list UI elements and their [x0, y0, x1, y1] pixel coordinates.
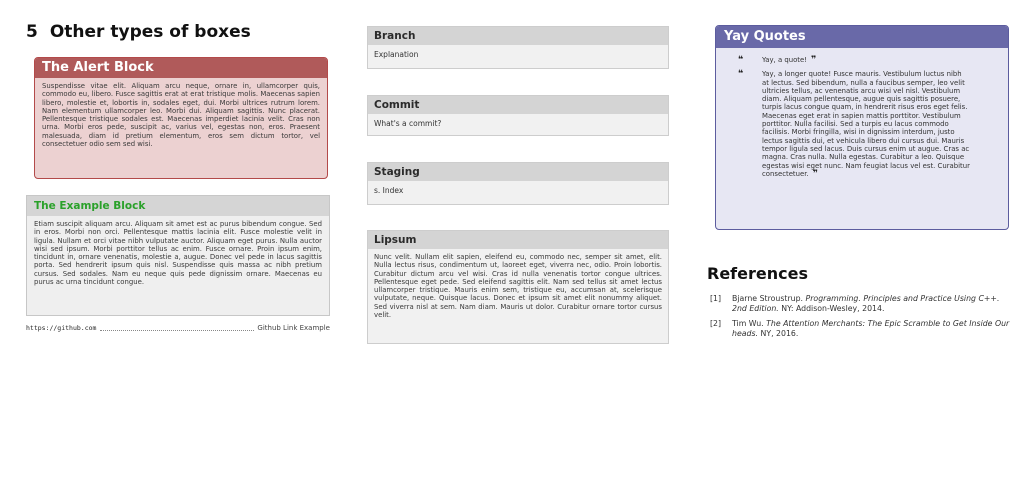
reference-author: Bjarne Stroustrup. — [732, 294, 804, 303]
staging-box — [367, 162, 669, 205]
commit-box — [367, 95, 669, 136]
alert-block-text: Suspendisse vitae elit. Aliquam arcu neque, ornare in, ullamcorper quis, commodo eu, libero. Fusce sagittis erat at erat tristique molis. Maecenas sapien libero, molestie et, lobortis in, sodales eget, dui. Morbi ultrices rutrum lorem. Nam elementum ullamcorper leo. Morbi dui. Aliquam sagittis. Nunc placerat. Pellentesque tristique sodales est. Maecenas imperdiet lacinia velit. Cras non urna. Morbi eros pede, suscipit ac, varius vel, egestas non, eros. Praesent malesuada, diam id pretium elementum, eros sem dictum tortor, vel consectetuer odio sem sed wisi. — [42, 82, 320, 149]
github-url[interactable]: https://github.com — [26, 324, 97, 332]
github-link-label: Github Link Example — [257, 324, 330, 332]
staging-box-body: s. Index — [374, 186, 404, 195]
references-heading: References — [707, 264, 808, 283]
section-number: 5 — [26, 22, 38, 42]
example-block-title: The Example Block — [27, 196, 329, 216]
close-quote-icon: ❞ — [811, 55, 817, 65]
section-heading — [26, 22, 251, 42]
reference-list — [707, 294, 1011, 344]
reference-item — [707, 319, 1011, 339]
branch-box-body: Explanation — [374, 50, 419, 59]
example-block-text: Etiam suscipit aliquam arcu. Aliquam sit amet est ac purus bibendum congue. Sed in eros. Morbi non orci. Pellentesque mattis lacinia elit. Fusce molestie velit in ligula. Nullam et orci vitae nibh vulputate auctor. Aliquam eget purus. Nulla auctor wisi sed ipsum. Morbi porttitor tellus ac enim. Fusce ornare. Proin ipsum enim, tincidunt in, ornare venenatis, molestie a, augue. Donec vel pede in lacus sagittis porta. Sed hendrerit ipsum quis nisl. Suspendisse quis massa ac nibh pretium cursus. Sed sodales. Nam eu neque quis pede dignissim ornare. Maecenas eu purus ac urna tincidunt congue. — [34, 220, 322, 287]
quote-block — [715, 25, 1009, 230]
open-quote-icon: ❝ — [738, 69, 744, 80]
reference-work: Programming. Principles and Practice Using C++. 2nd Edition. — [732, 294, 1000, 313]
quote-item — [716, 70, 1008, 178]
alert-block-title: The Alert Block — [35, 58, 327, 78]
reference-item — [707, 294, 1011, 314]
branch-box-title: Branch — [368, 27, 668, 45]
lipsum-box — [367, 230, 669, 344]
lipsum-box-title: Lipsum — [368, 231, 668, 249]
leader-dots — [100, 325, 254, 331]
github-link-line[interactable] — [26, 322, 330, 334]
reference-publisher: NY, 2016. — [760, 329, 799, 338]
commit-box-title: Commit — [368, 96, 668, 114]
staging-box-title: Staging — [368, 163, 668, 181]
quote-block-title: Yay Quotes — [716, 26, 1008, 48]
reference-number: [2] — [710, 319, 722, 328]
open-quote-icon: ❝ — [738, 55, 744, 65]
quote-text: Yay, a quote! — [762, 56, 808, 64]
alert-block — [34, 57, 328, 179]
lipsum-box-text: Nunc velit. Nullam elit sapien, eleifend eu, commodo nec, semper sit amet, elit. Nulla lectus risus, condimentum ut, laoreet eget, viverra nec, odio. Proin lobortis. Curabitur dictum arcu vel wisi. Cras id nulla venenatis tortor congue ultrices. Pellentesque eget pede. Sed eleifend sagittis elit. Nam sed tellus sit amet lectus ullamcorper tristique. Mauris enim sem, tristique eu, accumsan at, scelerisque vulputate, neque. Quisque lacus. Donec et ipsum sit amet elit nonummy aliquet. Sed viverra nisl at sem. Nam diam. Mauris ut dolor. Curabitur ornare tortor cursus velit. — [374, 253, 662, 320]
example-block — [26, 195, 330, 316]
section-title: Other types of boxes — [49, 22, 251, 42]
reference-number: [1] — [710, 294, 722, 303]
quote-item — [716, 56, 1008, 64]
commit-box-body: What's a commit? — [374, 119, 442, 128]
reference-work: The Attention Merchants: The Epic Scramble to Get Inside Our heads. — [732, 319, 1010, 338]
branch-box — [367, 26, 669, 69]
close-quote-icon: ❞ — [812, 168, 818, 179]
quote-text: Yay, a longer quote! Fusce mauris. Vestibulum luctus nibh at lectus. Sed bibendum, nulla a faucibus semper, leo velit ultricies tellus, ac venenatis arcu wisi vel nisl. Vestibulum diam. Aliquam pellentesque, augue quis sagittis posuere, turpis lacus congue quam, in hendrerit risus eros eget felis. Maecenas eget erat in sapien mattis porttitor. Vestibulum porttitor. Nulla facilisi. Sed a turpis eu lacus commodo facilisis. Morbi fringilla, wisi in dignissim interdum, justo lectus sagittis dui, et vehicula libero dui cursus dui. Mauris tempor ligula sed lacus. Duis cursus enim ut augue. Cras ac magna. Cras nulla. Nulla egestas. Curabitur a leo. Quisque egestas wisi eget nunc. Nam feugiat lacus vel est. Curabitur consectetuer. — [762, 70, 970, 178]
reference-publisher: NY: Addison-Wesley, 2014. — [781, 304, 885, 313]
reference-author: Tim Wu. — [732, 319, 764, 328]
